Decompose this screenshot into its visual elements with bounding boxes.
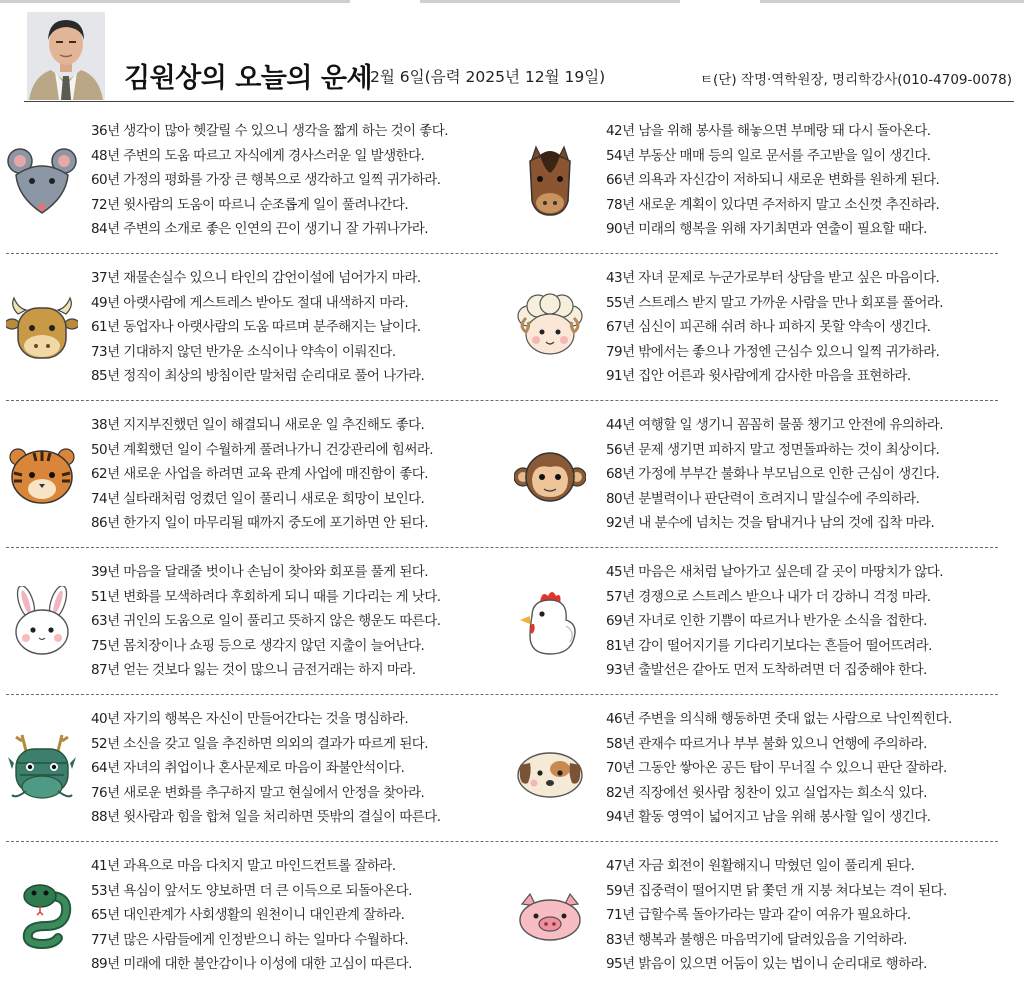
fortune-line: 73년 기대하지 않던 반가운 소식이나 약속이 이뤄진다. <box>91 343 396 360</box>
fortune-line: 81년 감이 떨어지기를 기다리기보다는 흔들어 떨어뜨려라. <box>606 637 932 654</box>
fortune-line: 56년 문제 생기면 피하지 말고 정면돌파하는 것이 최상이다. <box>606 441 940 458</box>
sheep-icon <box>514 292 586 364</box>
fortune-line: 64년 자녀의 취업이나 혼사문제로 마음이 좌불안석이다. <box>91 760 405 776</box>
fortune-line: 93년 출발선은 같아도 먼저 도착하려면 더 집중해야 한다. <box>606 662 927 678</box>
fortune-line: 79년 밖에서는 좋으나 가정엔 근심수 있으니 일찍 귀가하라. <box>606 343 940 360</box>
fortune-line: 77년 많은 사람들에게 인정받으니 하는 일마다 수월하다. <box>91 931 409 948</box>
zodiac-entry-snake <box>0 842 512 989</box>
fortune-line: 51년 변화를 모색하려다 후회하게 되니 때를 기다리는 게 낫다. <box>91 588 441 605</box>
fortune-line: 65년 대인관계가 사회생활의 원천이니 대인관계 잘하라. <box>91 907 405 923</box>
header-divider <box>24 101 1014 102</box>
fortune-line: 90년 미래의 행복을 위해 자기최면과 연출이 필요할 때다. <box>606 221 927 237</box>
fortune-line: 69년 자녀로 인한 기쁨이 따르거나 반가운 소식을 접한다. <box>606 613 927 629</box>
fortune-line: 52년 소신을 갖고 일을 추진하면 의외의 결과가 따르게 된다. <box>91 735 429 752</box>
zodiac-entry-ox <box>0 254 512 401</box>
zodiac-entry-tiger <box>0 401 512 548</box>
author-photo <box>27 12 105 100</box>
rooster-icon <box>514 586 586 658</box>
fortune-line: 48년 주변의 도움 따르고 자식에게 경사스러운 일 발생한다. <box>91 147 425 164</box>
fortune-line: 86년 한가지 일이 마무리될 때까지 중도에 포기하면 안 된다. <box>91 515 429 531</box>
fortune-line: 82년 직장에선 윗사람 칭찬이 있고 실업자는 희소식 있다. <box>606 784 927 801</box>
top-border <box>0 0 1024 4</box>
zodiac-entry-dragon <box>0 695 512 842</box>
tiger-icon <box>6 439 78 511</box>
fortune-line: 92년 내 분수에 넘치는 것을 탐내거나 남의 것에 집착 마라. <box>606 515 935 531</box>
column-title: 김원상의 오늘의 운세 <box>124 63 373 94</box>
fortune-line: 84년 주변의 소개로 좋은 인연의 끈이 생기니 잘 가꿔나가라. <box>91 221 429 237</box>
fortune-line: 49년 아랫사람에 게스트레스 받아도 절대 내색하지 마라. <box>91 294 409 311</box>
zodiac-entry-rabbit <box>0 548 512 695</box>
horoscope-row <box>0 695 1024 842</box>
fortune-line: 42년 남을 위해 봉사를 해놓으면 부메랑 돼 다시 돌아온다. <box>606 123 931 139</box>
fortune-line: 44년 여행할 일 생기니 꼼꼼히 물품 챙기고 안전에 유의하라. <box>606 417 944 433</box>
fortune-line: 41년 과욕으로 마음 다치지 말고 마인드컨트롤 잘하라. <box>91 858 396 874</box>
fortune-line: 58년 관재수 따르거나 부부 불화 있으니 언행에 주의하라. <box>606 735 927 752</box>
zodiac-entry-rat <box>0 107 512 254</box>
zodiac-entry-horse <box>512 107 1024 254</box>
zodiac-entry-monkey <box>512 401 1024 548</box>
fortune-line: 43년 자녀 문제로 누군가로부터 상담을 받고 싶은 마음이다. <box>606 270 940 286</box>
zodiac-entry-dog <box>512 695 1024 842</box>
fortune-line: 45년 마음은 새처럼 날아가고 싶은데 갈 곳이 마땅치가 않다. <box>606 564 944 580</box>
fortune-line: 74년 실타래처럼 엉켰던 일이 풀리니 새로운 희망이 보인다. <box>91 490 425 507</box>
fortune-line: 76년 새로운 변화를 추구하지 말고 현실에서 안정을 찾아라. <box>91 784 425 801</box>
fortune-line: 36년 생각이 많아 헷갈릴 수 있으니 생각을 짧게 하는 것이 좋다. <box>91 123 449 139</box>
fortune-line: 46년 주변을 의식해 행동하면 줏대 없는 사람으로 낙인찍힌다. <box>606 711 952 727</box>
fortune-line: 67년 심신이 피곤해 쉬려 하나 피하지 못할 약속이 생긴다. <box>606 319 931 335</box>
fortune-line: 38년 지지부진했던 일이 해결되니 새로운 일 추진해도 좋다. <box>91 417 425 433</box>
fortune-line: 40년 자기의 행복은 자신이 만들어간다는 것을 명심하라. <box>91 711 409 727</box>
dog-icon <box>514 733 586 805</box>
snake-icon <box>6 880 78 952</box>
horoscope-grid <box>0 107 1024 989</box>
column-header <box>24 10 1014 102</box>
pig-icon <box>514 880 586 952</box>
fortune-line: 83년 행복과 불행은 마음먹기에 달려있음을 기억하라. <box>606 931 907 948</box>
fortune-line: 78년 새로운 계획이 있다면 주저하지 말고 소신껏 추진하라. <box>606 196 940 213</box>
fortune-line: 66년 의욕과 자신감이 저하되니 새로운 변화를 원하게 된다. <box>606 172 940 188</box>
author-credit: ㅌ(단) 작명·역학원장, 명리학강사(010-4709-0078) <box>700 72 1012 88</box>
rat-icon <box>6 145 78 217</box>
fortune-line: 75년 몸치장이나 쇼핑 등으로 생각지 않던 지출이 늘어난다. <box>91 637 425 654</box>
horoscope-row <box>0 254 1024 401</box>
fortune-line: 53년 욕심이 앞서도 양보하면 더 큰 이득으로 되돌아온다. <box>91 882 412 899</box>
fortune-line: 70년 그동안 쌓아온 공든 탑이 무너질 수 있으니 판단 잘하라. <box>606 760 947 776</box>
fortune-line: 80년 분별력이나 판단력이 흐려지니 말실수에 주의하라. <box>606 490 920 507</box>
monkey-icon <box>514 439 586 511</box>
horoscope-row <box>0 842 1024 989</box>
fortune-line: 60년 가정의 평화를 가장 큰 행복으로 생각하고 일찍 귀가하라. <box>91 172 441 188</box>
fortune-line: 39년 마음을 달래줄 벗이나 손님이 찾아와 회포를 풀게 된다. <box>91 564 429 580</box>
fortune-line: 50년 계획했던 일이 수월하게 풀려나가니 건강관리에 힘써라. <box>91 441 434 458</box>
fortune-line: 91년 집안 어른과 윗사람에게 감사한 마음을 표현하라. <box>606 368 911 384</box>
fortune-line: 87년 얻는 것보다 잃는 것이 많으니 금전거래는 하지 마라. <box>91 662 416 678</box>
fortune-line: 62년 새로운 사업을 하려면 교육 관계 사업에 매진함이 좋다. <box>91 466 429 482</box>
fortune-line: 54년 부동산 매매 등의 일로 문서를 주고받을 일이 생긴다. <box>606 147 931 164</box>
horoscope-row <box>0 107 1024 254</box>
fortune-line: 59년 집중력이 떨어지면 닭 쫓던 개 지붕 쳐다보는 격이 된다. <box>606 882 947 899</box>
fortune-line: 47년 자금 회전이 원활해지니 막혔던 일이 풀리게 된다. <box>606 858 915 874</box>
fortune-line: 57년 경쟁으로 스트레스 받으나 내가 더 강하니 걱정 마라. <box>606 588 931 605</box>
zodiac-entry-pig <box>512 842 1024 989</box>
fortune-line: 68년 가정에 부부간 불화나 부모님으로 인한 근심이 생긴다. <box>606 466 940 482</box>
horse-icon <box>514 145 586 217</box>
fortune-line: 55년 스트레스 받지 말고 가까운 사람을 만나 회포를 풀어라. <box>606 294 944 311</box>
horoscope-row <box>0 548 1024 695</box>
fortune-line: 95년 밝음이 있으면 어둠이 있는 법이니 순리대로 행하라. <box>606 956 927 972</box>
dragon-icon <box>6 733 78 805</box>
fortune-line: 61년 동업자나 아랫사람의 도움 따르며 분주해지는 날이다. <box>91 319 421 335</box>
fortune-line: 94년 활동 영역이 넓어지고 남을 위해 봉사할 일이 생긴다. <box>606 809 931 825</box>
fortune-line: 63년 귀인의 도움으로 일이 풀리고 뜻하지 않은 행운도 따른다. <box>91 613 441 629</box>
column-date: 2월 6일(음력 2025년 12월 19일) <box>370 68 606 86</box>
rabbit-icon <box>6 586 78 658</box>
fortune-line: 37년 재물손실수 있으니 타인의 감언이설에 넘어가지 마라. <box>91 270 421 286</box>
zodiac-entry-sheep <box>512 254 1024 401</box>
fortune-line: 72년 윗사람의 도움이 따르니 순조롭게 일이 풀려나간다. <box>91 196 409 213</box>
zodiac-entry-rooster <box>512 548 1024 695</box>
ox-icon <box>6 292 78 364</box>
fortune-line: 85년 정직이 최상의 방침이란 말처럼 순리대로 풀어 나가라. <box>91 368 425 384</box>
horoscope-row <box>0 401 1024 548</box>
fortune-line: 89년 미래에 대한 불안감이나 이성에 대한 고심이 따른다. <box>91 956 412 972</box>
fortune-line: 88년 윗사람과 힘을 합쳐 일을 처리하면 뜻밖의 결실이 따른다. <box>91 809 441 825</box>
fortune-line: 71년 급할수록 돌아가라는 말과 같이 여유가 필요하다. <box>606 907 911 923</box>
